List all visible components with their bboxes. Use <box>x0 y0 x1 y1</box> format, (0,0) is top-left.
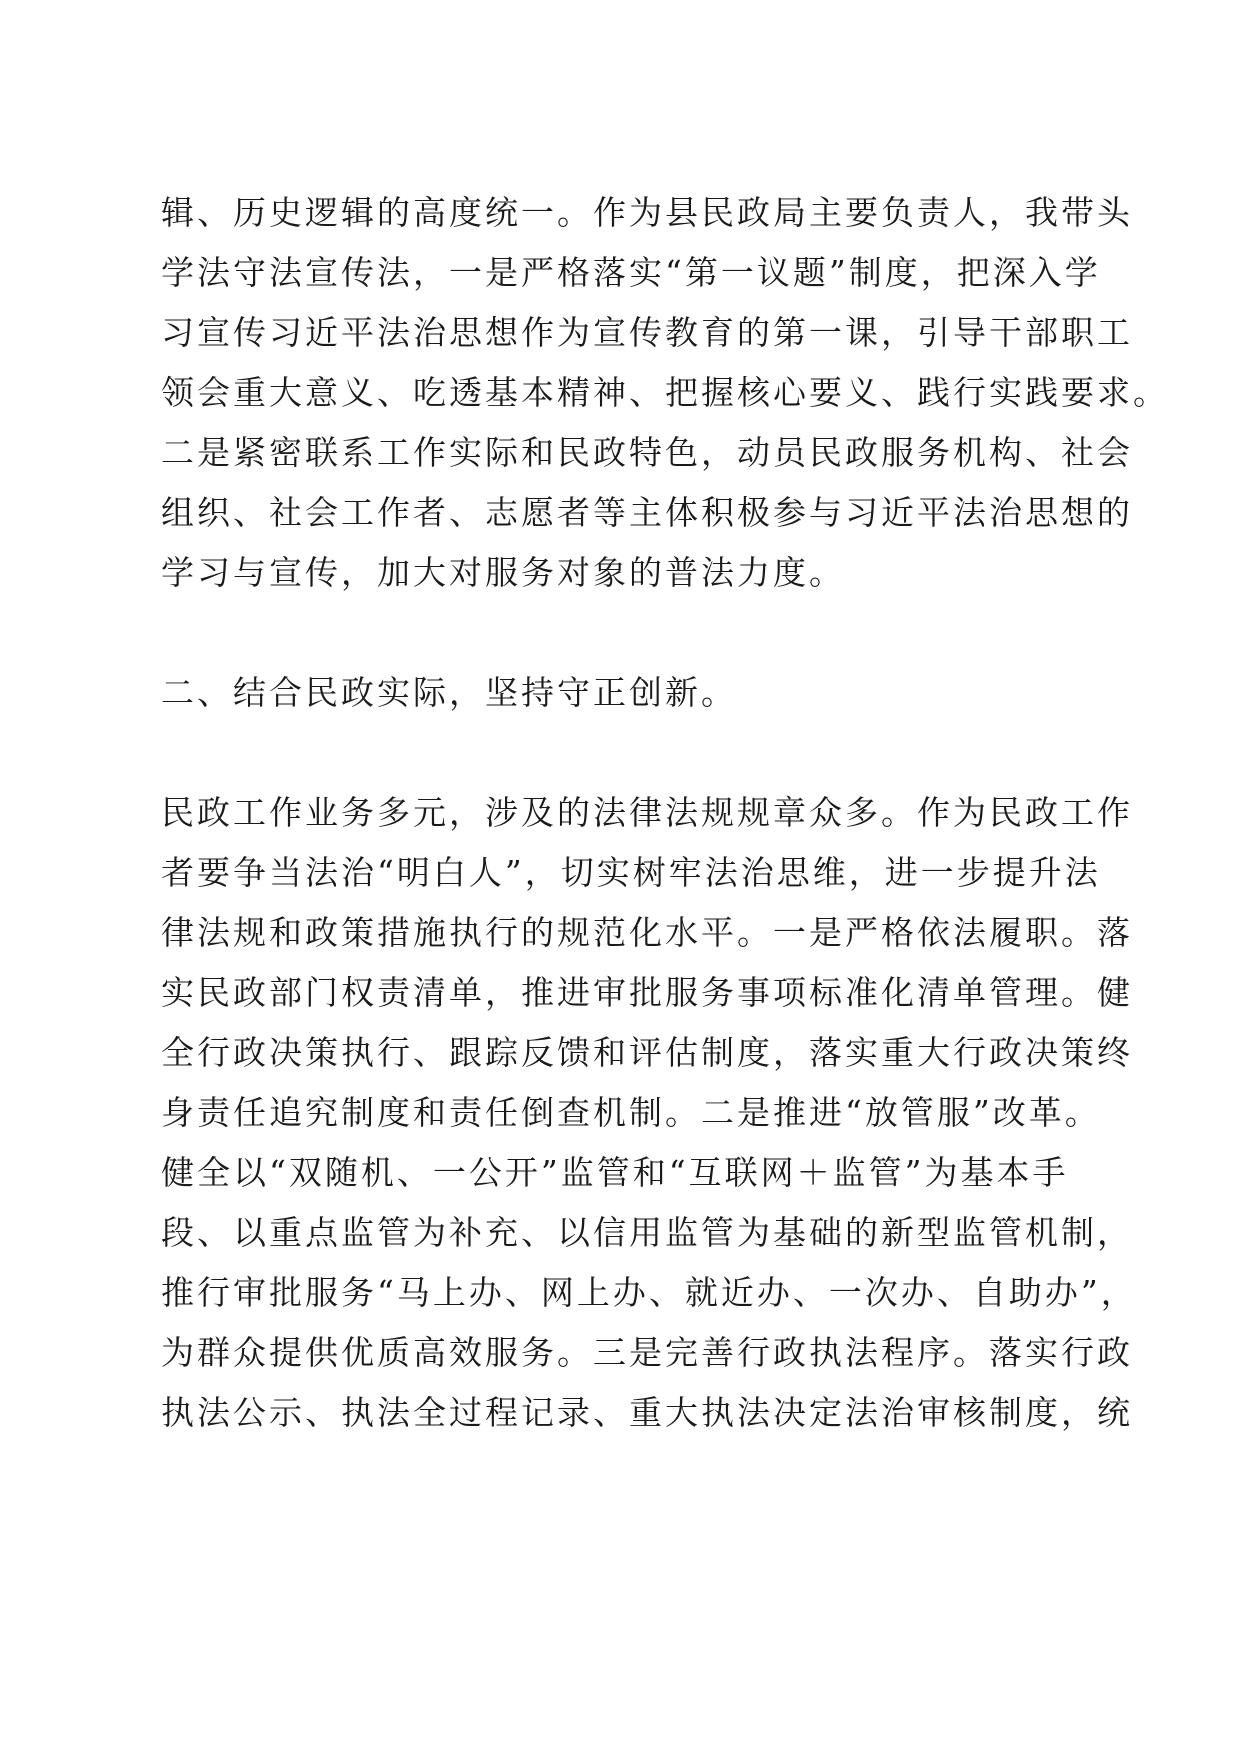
section-heading-text: 二、结合民政实际，坚持守正创新。 <box>161 673 737 712</box>
text-line: 者要争当法治“明白人”，切实树牢法治思维，进一步提升法 <box>161 853 1101 892</box>
text-line: 实民政部门权责清单，推进审批服务事项标准化清单管理。健 <box>161 973 1133 1012</box>
text-line: 民政工作业务多元，涉及的法律法规规章众多。作为民政工作 <box>161 793 1133 832</box>
paragraph-spacer <box>161 603 1091 663</box>
text-line: 组织、社会工作者、志愿者等主体积极参与习近平法治思想的 <box>161 493 1133 532</box>
text-line: 律法规和政策措施执行的规范化水平。一是严格依法履职。落 <box>161 913 1133 952</box>
text-line: 全行政决策执行、跟踪反馈和评估制度，落实重大行政决策终 <box>161 1033 1133 1072</box>
text-line: 段、以重点监管为补充、以信用监管为基础的新型监管机制， <box>161 1213 1133 1252</box>
text-line: 学习与宣传，加大对服务对象的普法力度。 <box>161 553 845 592</box>
paragraph-legal-study <box>161 183 1169 603</box>
text-line: 身责任追究制度和责任倒查机制。二是推进“放管服”改革。 <box>161 1093 1101 1132</box>
document-body <box>161 183 1169 1443</box>
text-line: 健全以“双随机、一公开”监管和“互联网＋监管”为基本手 <box>161 1153 1069 1192</box>
text-line: 学法守法宣传法，一是严格落实“第一议题”制度，把深入学 <box>161 253 1101 292</box>
text-line: 推行审批服务“马上办、网上办、就近办、一次办、自助办”， <box>161 1273 1137 1312</box>
text-line: 辑、历史逻辑的高度统一。作为县民政局主要负责人，我带头 <box>161 193 1133 232</box>
text-line: 执法公示、执法全过程记录、重大执法决定法治审核制度，统 <box>161 1393 1133 1432</box>
text-line: 习宣传习近平法治思想作为宣传教育的第一课，引导干部职工 <box>161 313 1133 352</box>
text-line: 领会重大意义、吃透基本精神、把握核心要义、践行实践要求。 <box>161 373 1169 412</box>
paragraph-innovation <box>161 783 1137 1443</box>
section-heading <box>161 663 1091 723</box>
text-line: 为群众提供优质高效服务。三是完善行政执法程序。落实行政 <box>161 1333 1133 1372</box>
paragraph-spacer <box>161 723 1091 783</box>
text-line: 二是紧密联系工作实际和民政特色，动员民政服务机构、社会 <box>161 433 1133 472</box>
